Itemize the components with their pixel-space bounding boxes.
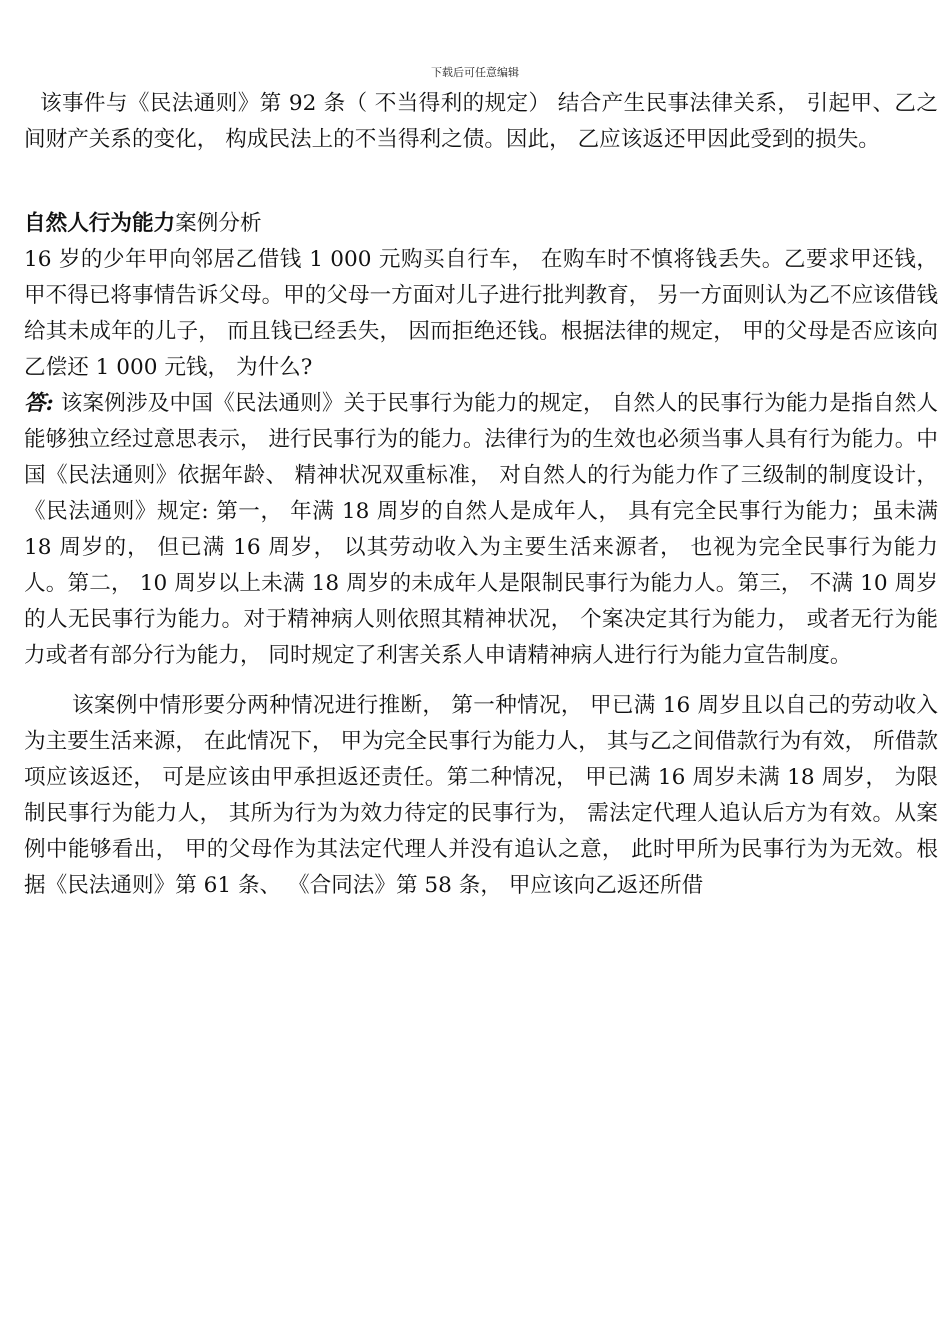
answer-paragraph	[24, 386, 938, 674]
answer-label: 答:	[24, 391, 54, 416]
answer-text: 该案例涉及中国《民法通则》关于民事行为能力的规定， 自然人的民事行为能力是指自然人能够独立经过意思表示， 进行民事行为的能力。法律行为的生效也必须当事人具有行为能力。中国《民法通则》依据年龄、 精神状况双重标准， 对自然人的行为能力作了三级制的制度设计， 《民法通则》规定: 第一， 年满 18 周岁的自然人是成年人， 具有完全民事行为能力；虽未满 18 周岁的， 但已满 16 周岁， 以其劳动收入为主要生活来源者， 也视为完全民事行为能力人。第二， 10 周岁以上未满 18 周岁的未成年人是限制民事行为能力人。第三， 不满 10 周岁的人无民事行为能力。对于精神病人则依照其精神状况， 个案决定其行为能力， 或者无行为能力或者有部分行为能力， 同时规定了利害关系人申请精神病人进行行为能力宣告制度。	[24, 391, 938, 668]
section-heading-bold: 自然人行为能力	[24, 211, 176, 236]
question-paragraph: 16 岁的少年甲向邻居乙借钱 1 000 元购买自行车， 在购车时不慎将钱丢失。乙要求甲还钱， 甲不得已将事情告诉父母。甲的父母一方面对儿子进行批判教育， 另一方面则认为乙不应该借钱给其未成年的儿子， 而且钱已经丢失， 因而拒绝还钱。根据法律的规定， 甲的父母是否应该向乙偿还 1 000 元钱， 为什么?	[24, 247, 938, 380]
document-body	[24, 86, 938, 904]
intro-paragraph: 该事件与《民法通则》第 92 条（ 不当得利的规定） 结合产生民事法律关系， 引起甲、乙之间财产关系的变化， 构成民法上的不当得利之债。因此， 乙应该返还甲因此受到的损失。	[24, 91, 938, 152]
analysis-paragraph: 该案例中情形要分两种情况进行推断， 第一种情况， 甲已满 16 周岁且以自己的劳动收入为主要生活来源， 在此情况下， 甲为完全民事行为能力人， 其与乙之间借款行为有效， 所借款项应该返还， 可是应该由甲承担返还责任。第二种情况， 甲已满 16 周岁未满 18 周岁， 为限制民事行为能力人， 其所为行为为效力待定的民事行为， 需法定代理人追认后方为有效。从案例中能够看出， 甲的父母作为其法定代理人并没有追认之意， 此时甲所为民事行为为无效。根据《民法通则》第 61 条、 《合同法》第 58 条， 甲应该向乙返还所借	[24, 693, 938, 898]
page-header-note: 下载后可任意编辑	[431, 66, 519, 79]
paragraph-gap	[24, 158, 938, 206]
paragraph-gap-2	[24, 674, 938, 688]
section-heading-rest: 案例分析	[175, 211, 262, 236]
section-heading	[24, 206, 938, 242]
